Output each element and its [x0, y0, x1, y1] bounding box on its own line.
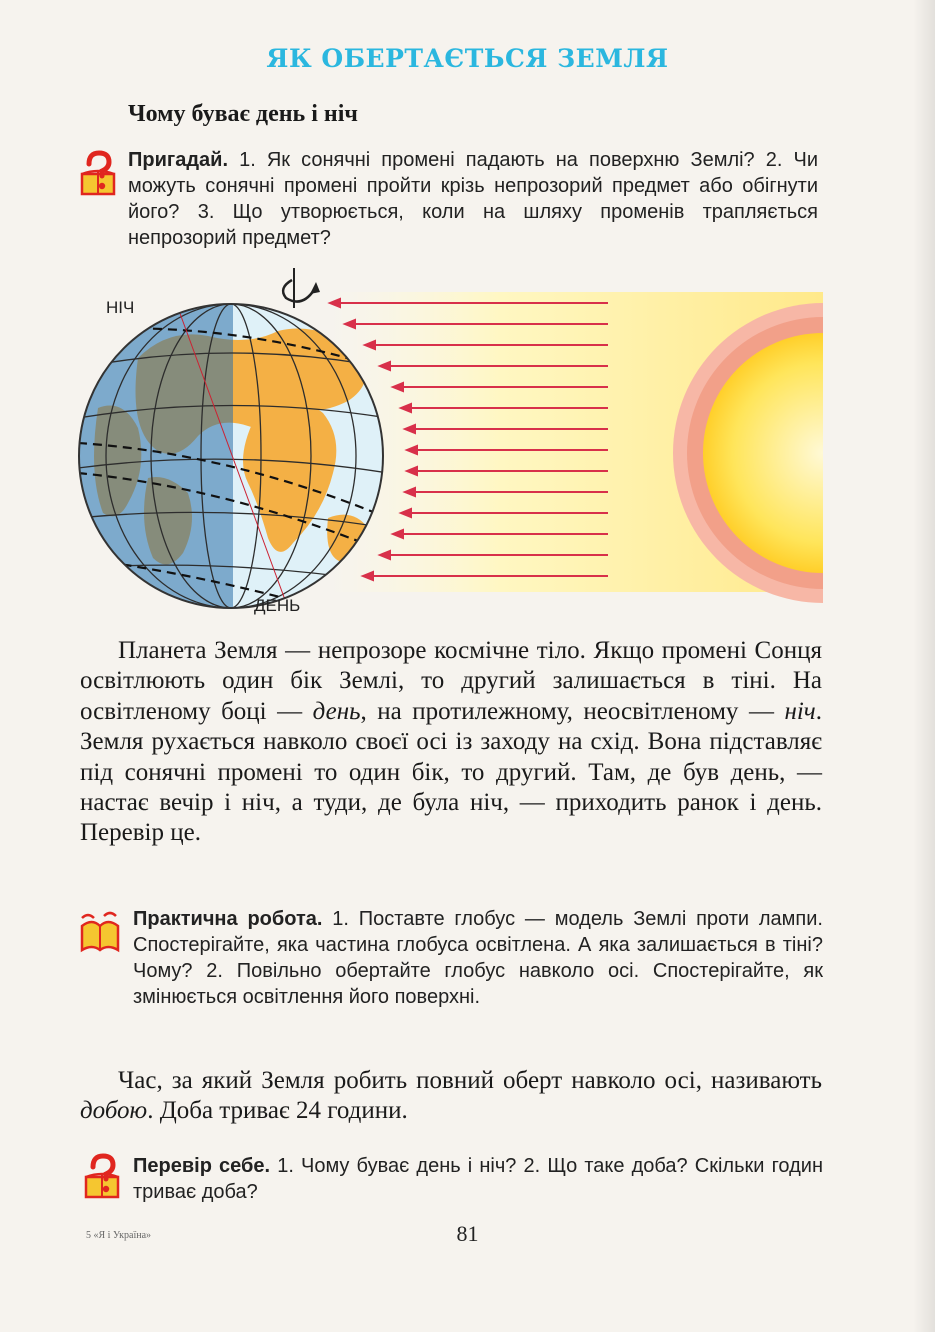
earth-sun-illustration	[78, 268, 823, 618]
practical-text: 1. Поставте глобус — модель Землі проти лампи. Спостерігайте, яка частина глобуса освітлена. А яка залишається в тіні? Чому? 2. Повільно обертайте глобус навколо осі. Спостерігайте, як змінюється освітлення його поверхні.	[133, 908, 823, 1008]
paragraph1-text-c: . Земля рухається навколо своєї осі із заходу на схід. Вона підставляє під сонячні промені то один бік, то другий. Там, де був день, — настає вечір і ніч, а туди, де була ніч, — приходить ранок і день. Перевір це.	[80, 697, 822, 847]
practical-lead: Практична робота.	[133, 908, 323, 930]
recall-text: 1. Як сонячні промені падають на поверхню Землі? 2. Чи можуть сонячні промені пройти крізь непрозорий предмет або обігнути його? 3. Що утворюється, коли на шляху променів трапляється непрозорий предмет?	[128, 149, 818, 249]
practical-work-block	[133, 906, 823, 1010]
term-doba: добою	[80, 1097, 148, 1125]
term-day: день	[312, 697, 361, 725]
paragraph2-text-a: Час, за який Земля робить повний оберт навколо осі, називають	[118, 1067, 822, 1094]
recall-lead: Пригадай.	[128, 149, 229, 171]
paragraph2-text-b: . Доба триває 24 години.	[147, 1097, 408, 1125]
question-book-icon-2	[80, 1153, 124, 1203]
self-check-block	[133, 1153, 823, 1205]
rotation-arrow-icon	[283, 268, 320, 308]
selfcheck-text: 1. Чому буває день і ніч? 2. Що таке доба? Скільки годин триває доба?	[133, 1155, 823, 1203]
earth-day-night-figure	[78, 268, 823, 618]
page-title: ЯК ОБЕРТАЄТЬСЯ ЗЕМЛЯ	[266, 44, 669, 73]
paragraph1-text-b: , на протилежному, неосвітленому —	[360, 697, 785, 725]
night-label: НІЧ	[106, 298, 135, 317]
question-book-icon	[76, 150, 120, 200]
footer-signature: 5 «Я і Україна»	[86, 1230, 152, 1241]
paragraph1-text-a: Планета Земля — непрозоре космічне тіло. Якщо промені Сонця освітлюють один бік Землі, то другий залишається в тіні. На освітленому боці —	[80, 637, 822, 725]
open-book-icon	[78, 908, 122, 958]
day-definition-paragraph	[80, 1066, 822, 1127]
section-heading: Чому буває день і ніч	[128, 101, 358, 127]
day-label: ДЕНЬ	[254, 596, 301, 615]
main-paragraph	[80, 636, 822, 849]
page-number: 81	[456, 1221, 479, 1246]
selfcheck-lead: Перевір себе.	[133, 1155, 271, 1177]
term-night: ніч	[784, 697, 816, 725]
page-edge-shadow	[913, 0, 935, 1332]
recall-block	[128, 147, 818, 251]
